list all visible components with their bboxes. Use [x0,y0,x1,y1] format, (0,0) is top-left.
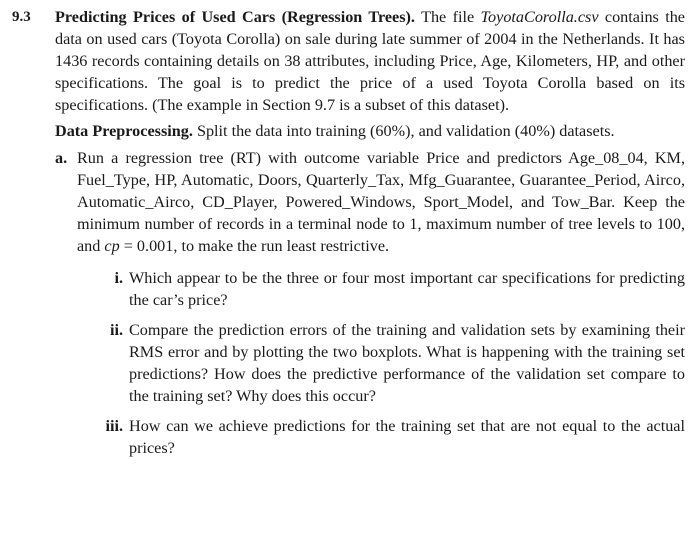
preprocessing-heading: Data Preprocessing. [55,122,193,140]
part-a-text-end: = 0.001, to make the run least restrictive. [123,237,390,255]
subitem-ii [77,319,685,407]
intro-before-file: The file [421,8,475,26]
subitem-i-label: i. [114,269,123,287]
problem-title: Predicting Prices of Used Cars (Regression Trees). [55,8,415,26]
preprocessing-section [55,120,685,142]
problem-number: 9.3 [12,9,31,25]
intro-after-file: contains the data on used cars (Toyota Corolla) on sale during late summer of 2004 in the Netherlands. It has 1436 records containing details on 38 attributes, including Price, Age, Kilometers, HP, and other specifications. The goal is to predict the price of a used Toyota Corolla based on its specifications. (The example in Section 9.7 is a subset of this dataset). [55,8,685,114]
cp-symbol: cp [104,237,120,255]
part-a-text: Run a regression tree (RT) with outcome variable Price and predictors Age_08_04, KM, Fuel_Type, HP, Automatic, Doors, Quarterly_Tax, Mfg_Guarantee, Guarantee_Period, Airco, Automatic_Airco, CD_Player, Powered_Windows, Sport_Model, and Tow_Bar. Keep the minimum number of records in a terminal node to 1, maximum number of tree levels to 100, and [77,149,685,255]
preprocessing-text: Split the data into training (60%), and validation (40%) datasets. [196,122,615,140]
part-a-label: a. [55,149,68,167]
file-name: ToyotaCorolla.csv [480,8,599,26]
subitem-ii-text: Compare the prediction errors of the training and validation sets by examining their RMS error and by plotting the two boxplots. What is happening with the training set predictions? How does the predictive performance of the validation set compare to the training set? Why does this occur? [129,321,685,405]
subitem-iii-label: iii. [105,417,123,435]
part-a [55,147,685,459]
subitem-i [77,267,685,311]
problem-intro [55,6,685,116]
subitem-ii-label: ii. [109,321,123,339]
subitem-iii [77,415,685,459]
problem-body [55,6,685,459]
subitem-iii-text: How can we achieve predictions for the training set that are not equal to the actual prices? [129,417,685,457]
subitem-i-text: Which appear to be the three or four most important car specifications for predicting the car’s price? [129,269,685,309]
